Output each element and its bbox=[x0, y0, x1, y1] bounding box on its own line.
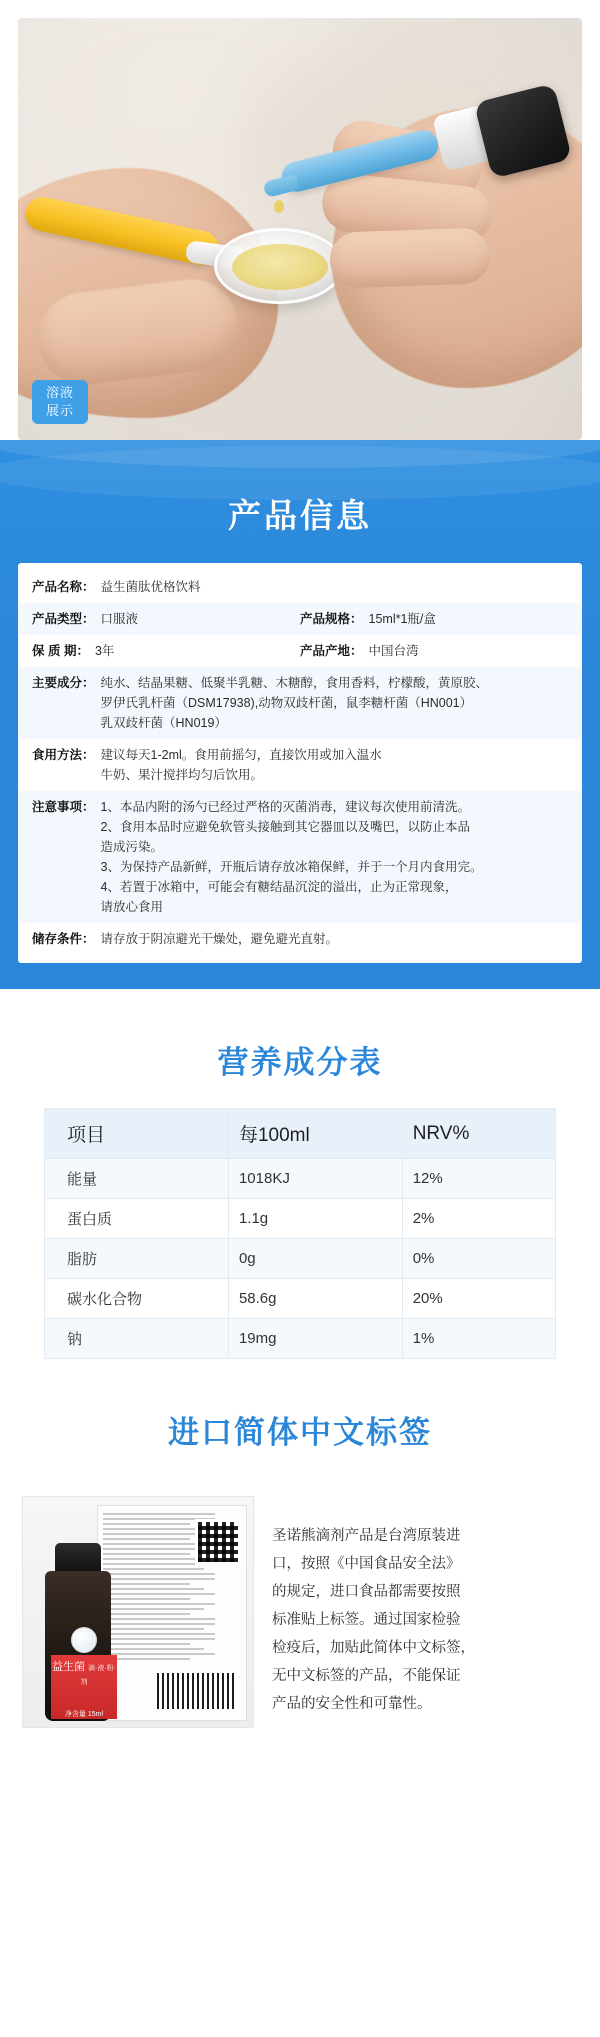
product-demo-photo bbox=[18, 18, 582, 440]
liquid-droplet bbox=[274, 200, 284, 213]
info-value: 益生菌肽优格饮料 bbox=[100, 580, 201, 594]
nutrition-table-body bbox=[45, 1159, 556, 1359]
nutrition-cell-nrv: 12% bbox=[402, 1159, 555, 1199]
info-row-product-type bbox=[18, 603, 582, 635]
info-value: 请存放于阴凉避光干燥处，避免避光直射。 bbox=[100, 932, 339, 946]
nutrition-cell-nrv: 0% bbox=[402, 1239, 555, 1279]
table-header-row bbox=[45, 1109, 556, 1159]
info-col-right bbox=[300, 609, 568, 629]
nutrition-header-per100ml: 每100ml bbox=[228, 1109, 402, 1159]
nutrition-title: 营养成分表 bbox=[217, 1045, 383, 1080]
info-row-usage bbox=[18, 739, 582, 791]
hero-badge-line1: 溶液 bbox=[45, 385, 74, 400]
label-desc-line-6: 无中文标签的产品，不能保证 bbox=[272, 1668, 461, 1684]
hero-badge bbox=[32, 380, 88, 424]
info-label: 产品产地： bbox=[300, 644, 363, 658]
label-desc-line-1: 圣诺熊滴剂产品是台湾原装进 bbox=[272, 1528, 461, 1544]
label-desc-line-7: 产品的安全性和可靠性。 bbox=[272, 1696, 432, 1712]
nutrition-cell-name: 钠 bbox=[45, 1319, 229, 1359]
product-bottle bbox=[39, 1543, 117, 1721]
bottle-body bbox=[45, 1571, 117, 1721]
ingredients-line-3: 乳双歧杆菌（HN019） bbox=[100, 716, 227, 730]
nutrition-table-head bbox=[45, 1109, 556, 1159]
barcode-icon bbox=[155, 1671, 239, 1711]
note-line-4: 3、为保持产品新鲜，开瓶后请存放冰箱保鲜，并于一个月内食用完。 bbox=[100, 860, 483, 874]
usage-line-2: 牛奶、果汁搅拌均匀后饮用。 bbox=[100, 768, 264, 782]
nutrition-cell-name: 碳水化合物 bbox=[45, 1279, 229, 1319]
info-label: 食用方法： bbox=[32, 748, 95, 762]
nutrition-section bbox=[0, 989, 600, 1359]
note-line-5: 4、若置于冰箱中，可能会有糖结晶沉淀的溢出，止为正常现象， bbox=[100, 880, 458, 894]
info-label: 注意事项： bbox=[32, 800, 95, 814]
hero-badge-line2: 展示 bbox=[45, 403, 74, 418]
ingredients-line-2: 罗伊氏乳杆菌（DSM17938),动物双歧杆菌，鼠李糖杆菌（HN001） bbox=[100, 696, 473, 710]
info-label: 保 质 期： bbox=[32, 644, 89, 658]
nutrition-cell-value: 19mg bbox=[228, 1319, 402, 1359]
nutrition-cell-value: 58.6g bbox=[228, 1279, 402, 1319]
info-row-shelf-life bbox=[18, 635, 582, 667]
info-row-notes bbox=[18, 791, 582, 923]
note-line-3: 造成污染。 bbox=[100, 840, 164, 854]
info-value bbox=[101, 673, 568, 733]
nutrition-cell-nrv: 1% bbox=[402, 1319, 555, 1359]
info-value bbox=[101, 797, 568, 917]
bottle-cap bbox=[55, 1543, 101, 1573]
bottom-spacer bbox=[0, 1728, 600, 1764]
info-value: 3年 bbox=[94, 644, 115, 658]
product-info-table bbox=[18, 563, 582, 963]
qr-code-icon bbox=[195, 1519, 241, 1565]
table-row bbox=[45, 1279, 556, 1319]
nutrition-cell-value: 0g bbox=[228, 1239, 402, 1279]
bottle-sub-text: 滴·液·粉·剂 bbox=[80, 1665, 117, 1686]
table-row bbox=[45, 1319, 556, 1359]
nutrition-table bbox=[44, 1108, 556, 1359]
table-row bbox=[45, 1159, 556, 1199]
note-line-1: 1、本品内附的汤勺已经过严格的灭菌消毒，建议每次使用前清洗。 bbox=[100, 800, 470, 814]
nutrition-header-nrv: NRV% bbox=[402, 1109, 555, 1159]
label-section-title: 进口简体中文标签 bbox=[168, 1415, 432, 1450]
label-desc-line-2: 口，按照《中国食品安全法》 bbox=[272, 1556, 461, 1572]
product-info-section bbox=[0, 440, 600, 989]
nutrition-header-item: 项目 bbox=[45, 1109, 229, 1159]
ingredients-line-1: 纯水、结晶果糖、低聚半乳糖、木糖醇，食用香料，柠檬酸，黄原胶、 bbox=[100, 676, 489, 690]
nutrition-cell-value: 1018KJ bbox=[228, 1159, 402, 1199]
bottle-net-weight: 净含量 15ml bbox=[64, 1711, 104, 1718]
nutrition-cell-name: 蛋白质 bbox=[45, 1199, 229, 1239]
brand-badge-icon bbox=[71, 1627, 97, 1653]
info-col-left bbox=[32, 641, 300, 661]
nutrition-cell-name: 能量 bbox=[45, 1159, 229, 1199]
label-desc-line-3: 的规定，进口食品都需要按照 bbox=[272, 1584, 461, 1600]
info-row-ingredients bbox=[18, 667, 582, 739]
label-desc-line-4: 标准贴上标签。通过国家检验 bbox=[272, 1612, 461, 1628]
note-line-6: 请放心食用 bbox=[100, 900, 164, 914]
label-content-block bbox=[22, 1496, 578, 1728]
bottle-brand-text: 益生菌 bbox=[51, 1661, 85, 1673]
hero-section bbox=[0, 0, 600, 440]
right-finger-3 bbox=[329, 227, 491, 289]
nutrition-cell-name: 脂肪 bbox=[45, 1239, 229, 1279]
table-row bbox=[45, 1239, 556, 1279]
nutrition-cell-nrv: 2% bbox=[402, 1199, 555, 1239]
info-value: 口服液 bbox=[100, 612, 139, 626]
info-value: 15ml*1瓶/盒 bbox=[368, 612, 436, 626]
spoon-liquid bbox=[232, 244, 328, 290]
product-info-title: 产品信息 bbox=[228, 497, 372, 534]
usage-line-1: 建议每天1-2ml。食用前摇匀，直接饮用或加入温水 bbox=[100, 748, 382, 762]
info-label: 产品名称： bbox=[32, 580, 95, 594]
info-label: 储存条件： bbox=[32, 932, 95, 946]
label-desc-line-5: 检疫后，加贴此简体中文标签， bbox=[272, 1640, 475, 1656]
info-col-left bbox=[32, 609, 300, 629]
info-value bbox=[101, 745, 568, 785]
nutrition-cell-nrv: 20% bbox=[402, 1279, 555, 1319]
info-label: 主要成分： bbox=[32, 676, 95, 690]
info-row-product-name bbox=[18, 571, 582, 603]
info-row-storage bbox=[18, 923, 582, 955]
info-value: 中国台湾 bbox=[368, 644, 419, 658]
label-description bbox=[272, 1496, 578, 1718]
note-line-2: 2、食用本品时应避免软管头接触到其它器皿以及嘴巴，以防止本品 bbox=[100, 820, 470, 834]
info-label: 产品规格： bbox=[300, 612, 363, 626]
nutrition-cell-value: 1.1g bbox=[228, 1199, 402, 1239]
label-photo bbox=[22, 1496, 254, 1728]
chinese-label-section bbox=[0, 1359, 600, 1764]
info-col-right bbox=[300, 641, 568, 661]
info-label: 产品类型： bbox=[32, 612, 95, 626]
table-row bbox=[45, 1199, 556, 1239]
